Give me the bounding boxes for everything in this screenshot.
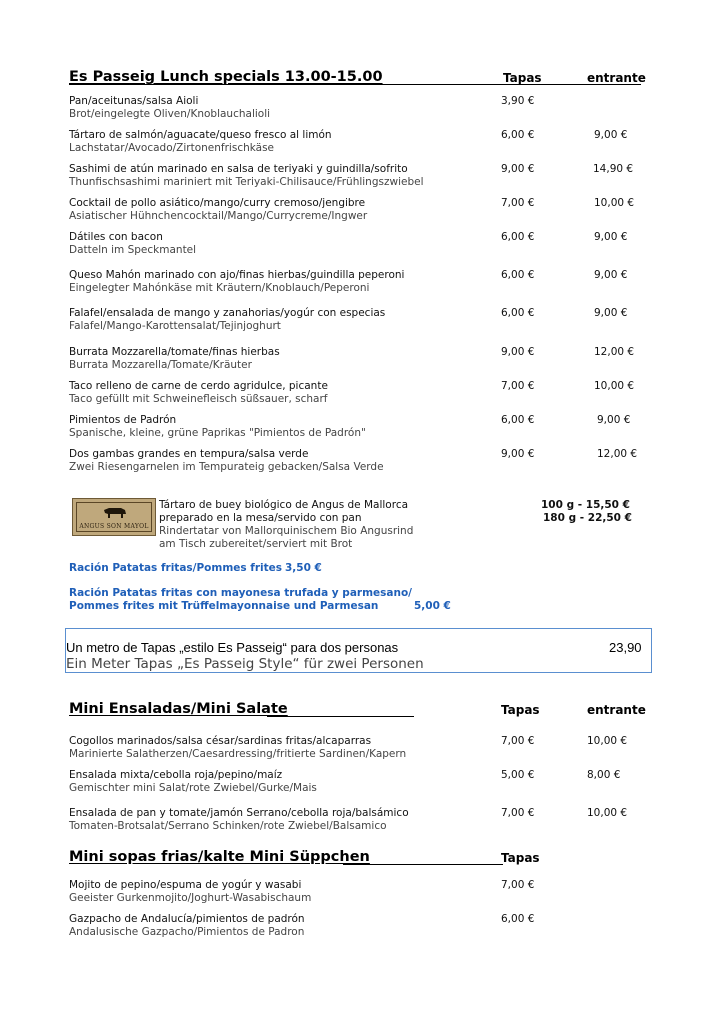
item-name-es: Sashimi de atún marinado en salsa de teriyaki y guindilla/sofrito [69,163,408,175]
item-name-de: Asiatischer Hühnchencocktail/Mango/Currycreme/Ingwer [69,210,368,222]
item-name-de: Brot/eingelegte Oliven/Knoblauchalioli [69,108,271,120]
salads-col-entrante: entrante [587,703,646,717]
item-price-entrante: 10,00 € [594,197,635,209]
item-name-es: Taco relleno de carne de cerdo agridulce, picante [69,380,328,392]
item-price-entrante: 14,90 € [593,163,634,175]
item-price-entrante: 12,00 € [594,346,635,358]
metro-de: Ein Meter Tapas „Es Passeig Style“ für zwei Personen [66,656,424,672]
item-price-tapas: 6,00 € [501,129,535,141]
soups-header-rule [343,864,503,865]
item-name-es: Ensalada mixta/cebolla roja/pepino/maíz [69,769,283,781]
bull-icon [101,505,129,519]
logo-text: ANGUS SON MAYOL [79,523,149,530]
item-price-tapas: 7,00 € [501,380,535,392]
metro-es: Un metro de Tapas „estilo Es Passeig“ para dos personas [66,640,399,655]
angus-price-180g: 180 g - 22,50 € [543,512,632,524]
lunch-header-rule [69,84,641,85]
item-price-entrante: 9,00 € [594,307,628,319]
item-price-entrante: 10,00 € [594,380,635,392]
item-price-entrante: 12,00 € [597,448,638,460]
item-name-de: Burrata Mozzarella/Tomate/Kräuter [69,359,252,371]
soups-col-tapas: Tapas [501,851,540,865]
item-name-es: Falafel/ensalada de mango y zanahorias/yogúr con especias [69,307,386,319]
item-name-es: Mojito de pepino/espuma de yogúr y wasabi [69,879,302,891]
item-price-tapas: 9,00 € [501,346,535,358]
item-price-entrante: 10,00 € [587,807,628,819]
item-name-de: Falafel/Mango-Karottensalat/Tejinjoghurt [69,320,281,332]
lunch-col-tapas: Tapas [503,71,542,85]
item-name-de: Geeister Gurkenmojito/Joghurt-Wasabischaum [69,892,312,904]
salads-section-title: Mini Ensaladas/Mini Salate [69,701,288,717]
angus-de-line1: Rindertatar von Mallorquinischem Bio Angusrind [159,525,414,537]
item-name-es: Queso Mahón marinado con ajo/finas hierbas/guindilla peperoni [69,269,405,281]
item-price-entrante: 9,00 € [594,269,628,281]
item-name-es: Burrata Mozzarella/tomate/finas hierbas [69,346,280,358]
item-price-tapas: 7,00 € [501,807,535,819]
item-name-de: Lachstatar/Avocado/Zirtonenfrischkäse [69,142,275,154]
salads-header-rule [267,716,414,717]
angus-de-line2: am Tisch zubereitet/serviert mit Brot [159,538,353,550]
item-name-de: Spanische, kleine, grüne Paprikas "Pimientos de Padrón" [69,427,366,439]
item-price-entrante: 9,00 € [594,231,628,243]
item-name-es: Dátiles con bacon [69,231,163,243]
item-name-es: Gazpacho de Andalucía/pimientos de padrón [69,913,305,925]
item-price-tapas: 5,00 € [501,769,535,781]
item-price-tapas: 6,00 € [501,913,535,925]
item-name-es: Cocktail de pollo asiático/mango/curry cremoso/jengibre [69,197,366,209]
item-price-tapas: 6,00 € [501,269,535,281]
lunch-section-title: Es Passeig Lunch specials 13.00-15.00 [69,69,383,85]
item-name-de: Tomaten-Brotsalat/Serrano Schinken/rote Zwiebel/Balsamico [69,820,387,832]
metro-price: 23,90 [609,640,642,655]
item-price-tapas: 7,00 € [501,735,535,747]
item-price-tapas: 6,00 € [501,231,535,243]
soups-section-title: Mini sopas frias/kalte Mini Süppchen [69,849,370,865]
lunch-col-entrante: entrante [587,71,646,85]
item-name-de: Marinierte Salatherzen/Caesardressing/fritierte Sardinen/Kapern [69,748,407,760]
item-name-es: Tártaro de salmón/aguacate/queso fresco al limón [69,129,332,141]
item-name-de: Thunfischsashimi mariniert mit Teriyaki-Chilisauce/Frühlingszwiebel [69,176,424,188]
item-name-de: Eingelegter Mahónkäse mit Kräutern/Knoblauch/Peperoni [69,282,370,294]
item-name-es: Dos gambas grandes en tempura/salsa verde [69,448,309,460]
salads-col-tapas: Tapas [501,703,540,717]
item-name-de: Datteln im Speckmantel [69,244,197,256]
fries-truffle-line1: Ración Patatas fritas con mayonesa trufada y parmesano/ [69,587,413,599]
item-price-entrante: 8,00 € [587,769,621,781]
item-price-entrante: 9,00 € [597,414,631,426]
item-price-entrante: 10,00 € [587,735,628,747]
item-price-tapas: 3,90 € [501,95,535,107]
item-name-de: Zwei Riesengarnelen im Tempurateig gebacken/Salsa Verde [69,461,384,473]
item-price-tapas: 7,00 € [501,879,535,891]
item-name-de: Andalusische Gazpacho/Pimientos de Padron [69,926,305,938]
fries-plain-price: 3,50 € [285,562,322,574]
item-price-tapas: 6,00 € [501,307,535,319]
item-price-tapas: 9,00 € [501,163,535,175]
item-name-de: Taco gefüllt mit Schweinefleisch süßsauer, scharf [69,393,328,405]
item-name-es: Pan/aceitunas/salsa Aioli [69,95,199,107]
item-price-tapas: 9,00 € [501,448,535,460]
fries-plain-label: Ración Patatas fritas/Pommes frites [69,562,283,574]
item-name-es: Cogollos marinados/salsa césar/sardinas fritas/alcaparras [69,735,372,747]
fries-truffle-price: 5,00 € [414,600,451,612]
angus-es-line1: Tártaro de buey biológico de Angus de Mallorca [159,499,409,511]
item-price-tapas: 7,00 € [501,197,535,209]
angus-price-100g: 100 g - 15,50 € [541,499,630,511]
item-name-es: Pimientos de Padrón [69,414,177,426]
item-price-tapas: 6,00 € [501,414,535,426]
item-price-entrante: 9,00 € [594,129,628,141]
angus-son-mayol-logo [72,498,156,536]
item-name-de: Gemischter mini Salat/rote Zwiebel/Gurke/Mais [69,782,317,794]
angus-es-line2: preparado en la mesa/servido con pan [159,512,362,524]
fries-truffle-line2: Pommes frites mit Trüffelmayonnaise und Parmesan [69,600,379,612]
item-name-es: Ensalada de pan y tomate/jamón Serrano/cebolla roja/balsámico [69,807,409,819]
